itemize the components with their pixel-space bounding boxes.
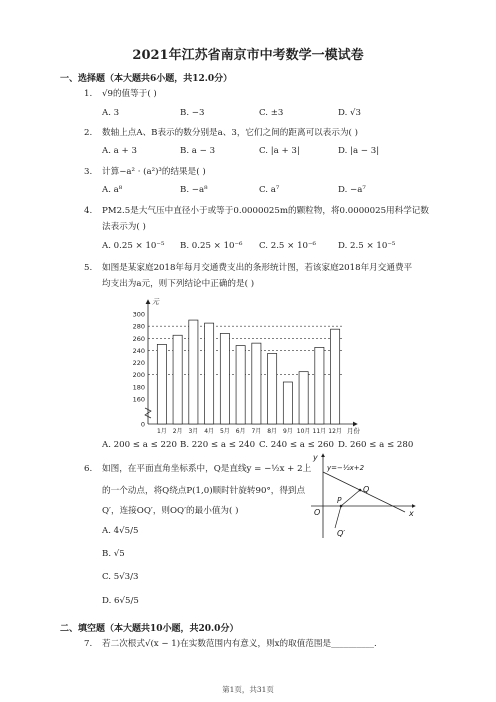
q3-stem: 计算−a² · (a²)³的结果是( ) bbox=[102, 167, 206, 177]
q6-origin-label: O bbox=[314, 508, 321, 517]
q1-option-b[interactable]: B. −3 bbox=[180, 108, 205, 118]
chart-bar-10 bbox=[299, 372, 308, 424]
page-footer: 第1页，共31页 bbox=[222, 685, 274, 694]
q4-stem-line2: 法表示为( ) bbox=[102, 222, 146, 232]
q6-coordinate-figure bbox=[305, 450, 420, 542]
chart-ytick-label: 260 bbox=[132, 334, 145, 343]
q5-option-c[interactable]: C. 240 ≤ a ≤ 260 bbox=[259, 440, 334, 450]
chart-xtick-label: 4月 bbox=[204, 428, 215, 435]
q2-stem: 数轴上点A、B表示的数分别是a、3，它们之间的距离可以表示为( ) bbox=[102, 128, 358, 138]
chart-bar-8 bbox=[268, 353, 277, 424]
chart-xtick-label: 7月 bbox=[251, 428, 262, 435]
chart-xtick-label: 6月 bbox=[235, 428, 246, 435]
q4-option-c[interactable]: C. 2.5 × 10⁻⁶ bbox=[259, 241, 316, 251]
q6-stem-line3: Q′，连接OQ′，则OQ′的最小值为( ) bbox=[102, 506, 239, 516]
q2-option-d[interactable]: D. |a − 3| bbox=[338, 146, 380, 156]
q5-stem-line2: 均支出为a元，则下列结论中正确的是( ) bbox=[102, 279, 255, 289]
chart-bar-1 bbox=[157, 344, 166, 424]
q2-option-a[interactable]: A. a + 3 bbox=[102, 146, 137, 156]
chart-bar-11 bbox=[315, 347, 324, 424]
q3-option-d[interactable]: D. −a⁷ bbox=[338, 185, 366, 195]
q1-option-a[interactable]: A. 3 bbox=[102, 108, 120, 118]
section-2-heading: 二、填空题（本大题共10小题，共20.0分） bbox=[60, 624, 239, 634]
chart-bar-9 bbox=[283, 382, 292, 424]
chart-bar-6 bbox=[236, 346, 245, 424]
chart-bar-7 bbox=[252, 343, 261, 424]
chart-ytick-label: 240 bbox=[132, 346, 145, 355]
q1-option-d[interactable]: D. √3 bbox=[338, 108, 361, 118]
q6-segment-pq bbox=[341, 490, 360, 506]
q1-stem: √9的值等于( ) bbox=[102, 89, 157, 99]
chart-xtick-label: 3月 bbox=[188, 428, 199, 435]
chart-ytick-label: 160 bbox=[132, 395, 145, 404]
exam-title: 2021年江苏省南京市中考数学一模试卷 bbox=[132, 48, 364, 63]
q6-point-p bbox=[340, 505, 343, 508]
q5-option-a[interactable]: A. 200 ≤ a ≤ 220 bbox=[102, 440, 177, 450]
q6-x-label: x bbox=[409, 509, 414, 518]
q5-number: 5. bbox=[84, 263, 93, 273]
chart-xtick-label: 8月 bbox=[267, 428, 278, 435]
chart-xtick-label: 9月 bbox=[282, 428, 293, 435]
q7-stem: 若二次根式√(x − 1)在实数范围内有意义，则x的取值范围是__________. bbox=[102, 639, 377, 649]
q6-point-q bbox=[359, 489, 362, 492]
chart-xtick-label: 1月 bbox=[156, 428, 167, 435]
chart-ytick-label: 0 bbox=[140, 420, 145, 429]
q5-stem-line1: 如图是某家庭2018年每月交通费支出的条形统计图，若该家庭2018年月交通费平 bbox=[102, 263, 413, 273]
chart-xtick-label: 5月 bbox=[219, 428, 230, 435]
q6-line-equation: y=−½x+2 bbox=[327, 464, 365, 472]
q4-option-d[interactable]: D. 2.5 × 10⁻⁵ bbox=[338, 241, 396, 251]
q6-segment-pqp bbox=[335, 506, 341, 528]
chart-xtick-label: 12月 bbox=[328, 428, 342, 435]
q5-option-d[interactable]: D. 260 ≤ a ≤ 280 bbox=[338, 440, 414, 450]
q4-number: 4. bbox=[84, 206, 93, 216]
q6-qprime-label: Q′ bbox=[337, 529, 346, 538]
q6-p-label: P bbox=[337, 496, 342, 505]
chart-bar-4 bbox=[205, 323, 214, 424]
chart-bar-12 bbox=[331, 329, 340, 424]
q1-number: 1. bbox=[84, 89, 93, 99]
q7-number: 7. bbox=[84, 639, 93, 649]
q4-option-a[interactable]: A. 0.25 × 10⁻⁵ bbox=[102, 241, 165, 251]
chart-axis-break bbox=[145, 408, 151, 418]
chart-x-label: 月份 bbox=[347, 427, 360, 435]
chart-ytick-label: 280 bbox=[132, 322, 145, 331]
chart-xtick-label: 2月 bbox=[172, 428, 183, 435]
chart-y-label: 元 bbox=[152, 298, 159, 306]
q6-y-label: y bbox=[313, 453, 318, 462]
chart-bar-2 bbox=[173, 335, 182, 424]
chart-bar-3 bbox=[189, 320, 198, 424]
q6-option-c[interactable]: C. 5√3/3 bbox=[102, 572, 139, 582]
q6-number: 6. bbox=[84, 464, 93, 474]
q3-option-c[interactable]: C. a⁷ bbox=[259, 185, 280, 195]
q2-number: 2. bbox=[84, 128, 93, 138]
q6-option-d[interactable]: D. 6√5/5 bbox=[102, 596, 139, 606]
chart-ytick-label: 300 bbox=[132, 310, 145, 319]
q4-stem-line1: PM2.5是大气压中直径小于或等于0.0000025m的颗粒物，将0.0000025用科学记数 bbox=[102, 206, 429, 216]
section-1-heading: 一、选择题（本大题共6小题，共12.0分） bbox=[60, 74, 233, 84]
q6-q-label: Q bbox=[363, 485, 370, 494]
q5-option-b[interactable]: B. 220 ≤ a ≤ 240 bbox=[180, 440, 256, 450]
q3-option-b[interactable]: B. −a⁸ bbox=[180, 185, 208, 195]
chart-ytick-label: 200 bbox=[132, 371, 145, 380]
monthly-transport-bar-chart bbox=[128, 292, 368, 442]
chart-ytick-label: 220 bbox=[132, 359, 145, 368]
chart-xtick-label: 10月 bbox=[296, 428, 311, 435]
q2-option-b[interactable]: B. a − 3 bbox=[180, 146, 216, 156]
chart-ytick-label: 180 bbox=[132, 383, 145, 392]
q6-option-a[interactable]: A. 4√5/5 bbox=[102, 526, 139, 536]
q3-number: 3. bbox=[84, 167, 93, 177]
q6-stem-line1: 如图，在平面直角坐标系中，Q是直线y = −½x + 2上 bbox=[102, 464, 312, 474]
chart-bar-5 bbox=[220, 333, 229, 424]
q6-stem-line2: 的一个动点，将Q绕点P(1,0)顺时针旋转90°，得到点 bbox=[102, 486, 306, 496]
q6-option-b[interactable]: B. √5 bbox=[102, 549, 125, 559]
q4-option-b[interactable]: B. 0.25 × 10⁻⁶ bbox=[180, 241, 243, 251]
q1-option-c[interactable]: C. ±3 bbox=[259, 108, 284, 118]
q3-option-a[interactable]: A. a⁸ bbox=[102, 185, 123, 195]
chart-xtick-label: 11月 bbox=[312, 428, 327, 435]
q2-option-c[interactable]: C. |a + 3| bbox=[259, 146, 300, 156]
